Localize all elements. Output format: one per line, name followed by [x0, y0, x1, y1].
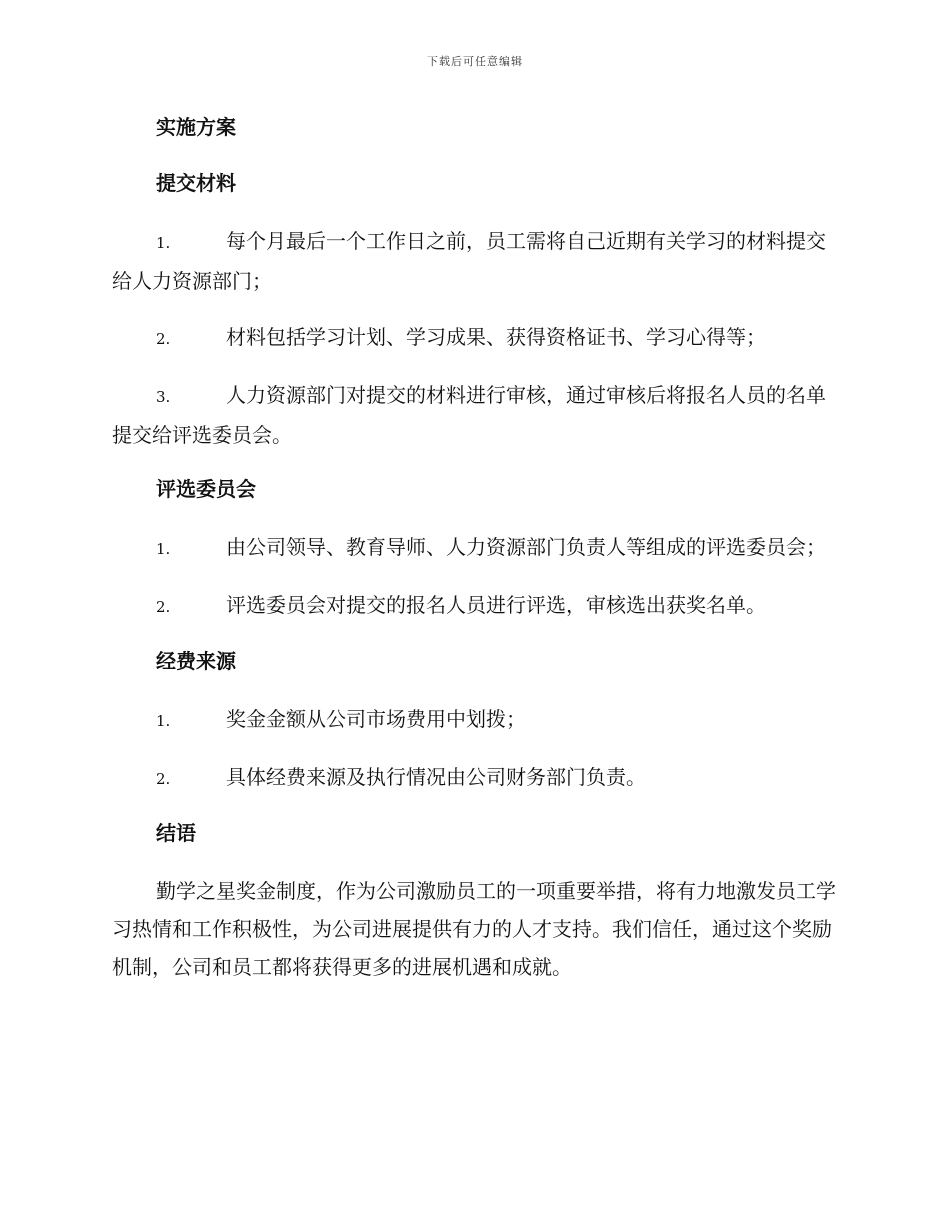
list-item — [112, 376, 837, 454]
list-item-text: 奖金金额从公司市场费用中划拨； — [226, 707, 526, 731]
list-item — [112, 528, 837, 568]
list-item-text: 具体经费来源及执行情况由公司财务部门负责。 — [226, 765, 646, 789]
section-heading-submit-materials: 提交材料 — [156, 171, 236, 195]
list-item-number: 2. — [156, 598, 171, 616]
list-item-text: 评选委员会对提交的报名人员进行评选，审核选出获奖名单。 — [226, 593, 766, 617]
section-heading-implementation: 实施方案 — [156, 115, 236, 139]
list-item — [112, 758, 837, 798]
section-heading-funding: 经费来源 — [156, 649, 236, 673]
list-item — [112, 318, 837, 358]
conclusion-paragraph: 勤学之星奖金制度，作为公司激励员工的一项重要举措，将有力地激发员工学习热情和工作积极性，为公司进展提供有力的人才支持。我们信任，通过这个奖励机制，公司和员工都将获得更多的进展机遇和成就。 — [112, 879, 836, 979]
list-item-number: 1. — [156, 540, 171, 558]
list-item — [112, 700, 837, 740]
list-item-text: 由公司领导、教育导师、人力资源部门负责人等组成的评选委员会； — [226, 535, 826, 559]
list-item-text: 每个月最后一个工作日之前，员工需将自己近期有关学习的材料提交给人力资源部门； — [112, 229, 826, 293]
list-item-number: 3. — [156, 388, 171, 406]
list-item-number: 2. — [156, 330, 171, 348]
list-item — [112, 586, 837, 626]
list-item-number: 1. — [156, 712, 171, 730]
list-item-number: 2. — [156, 770, 171, 788]
document-content — [112, 110, 837, 986]
list-item-text: 材料包括学习计划、学习成果、获得资格证书、学习心得等； — [226, 325, 766, 349]
section-heading-conclusion: 结语 — [156, 821, 196, 845]
list-item-number: 1. — [156, 234, 171, 252]
section-heading-committee: 评选委员会 — [156, 477, 256, 501]
header-note: 下载后可任意编辑 — [427, 55, 523, 68]
list-item — [112, 222, 837, 300]
list-item-text: 人力资源部门对提交的材料进行审核，通过审核后将报名人员的名单提交给评选委员会。 — [112, 383, 826, 447]
